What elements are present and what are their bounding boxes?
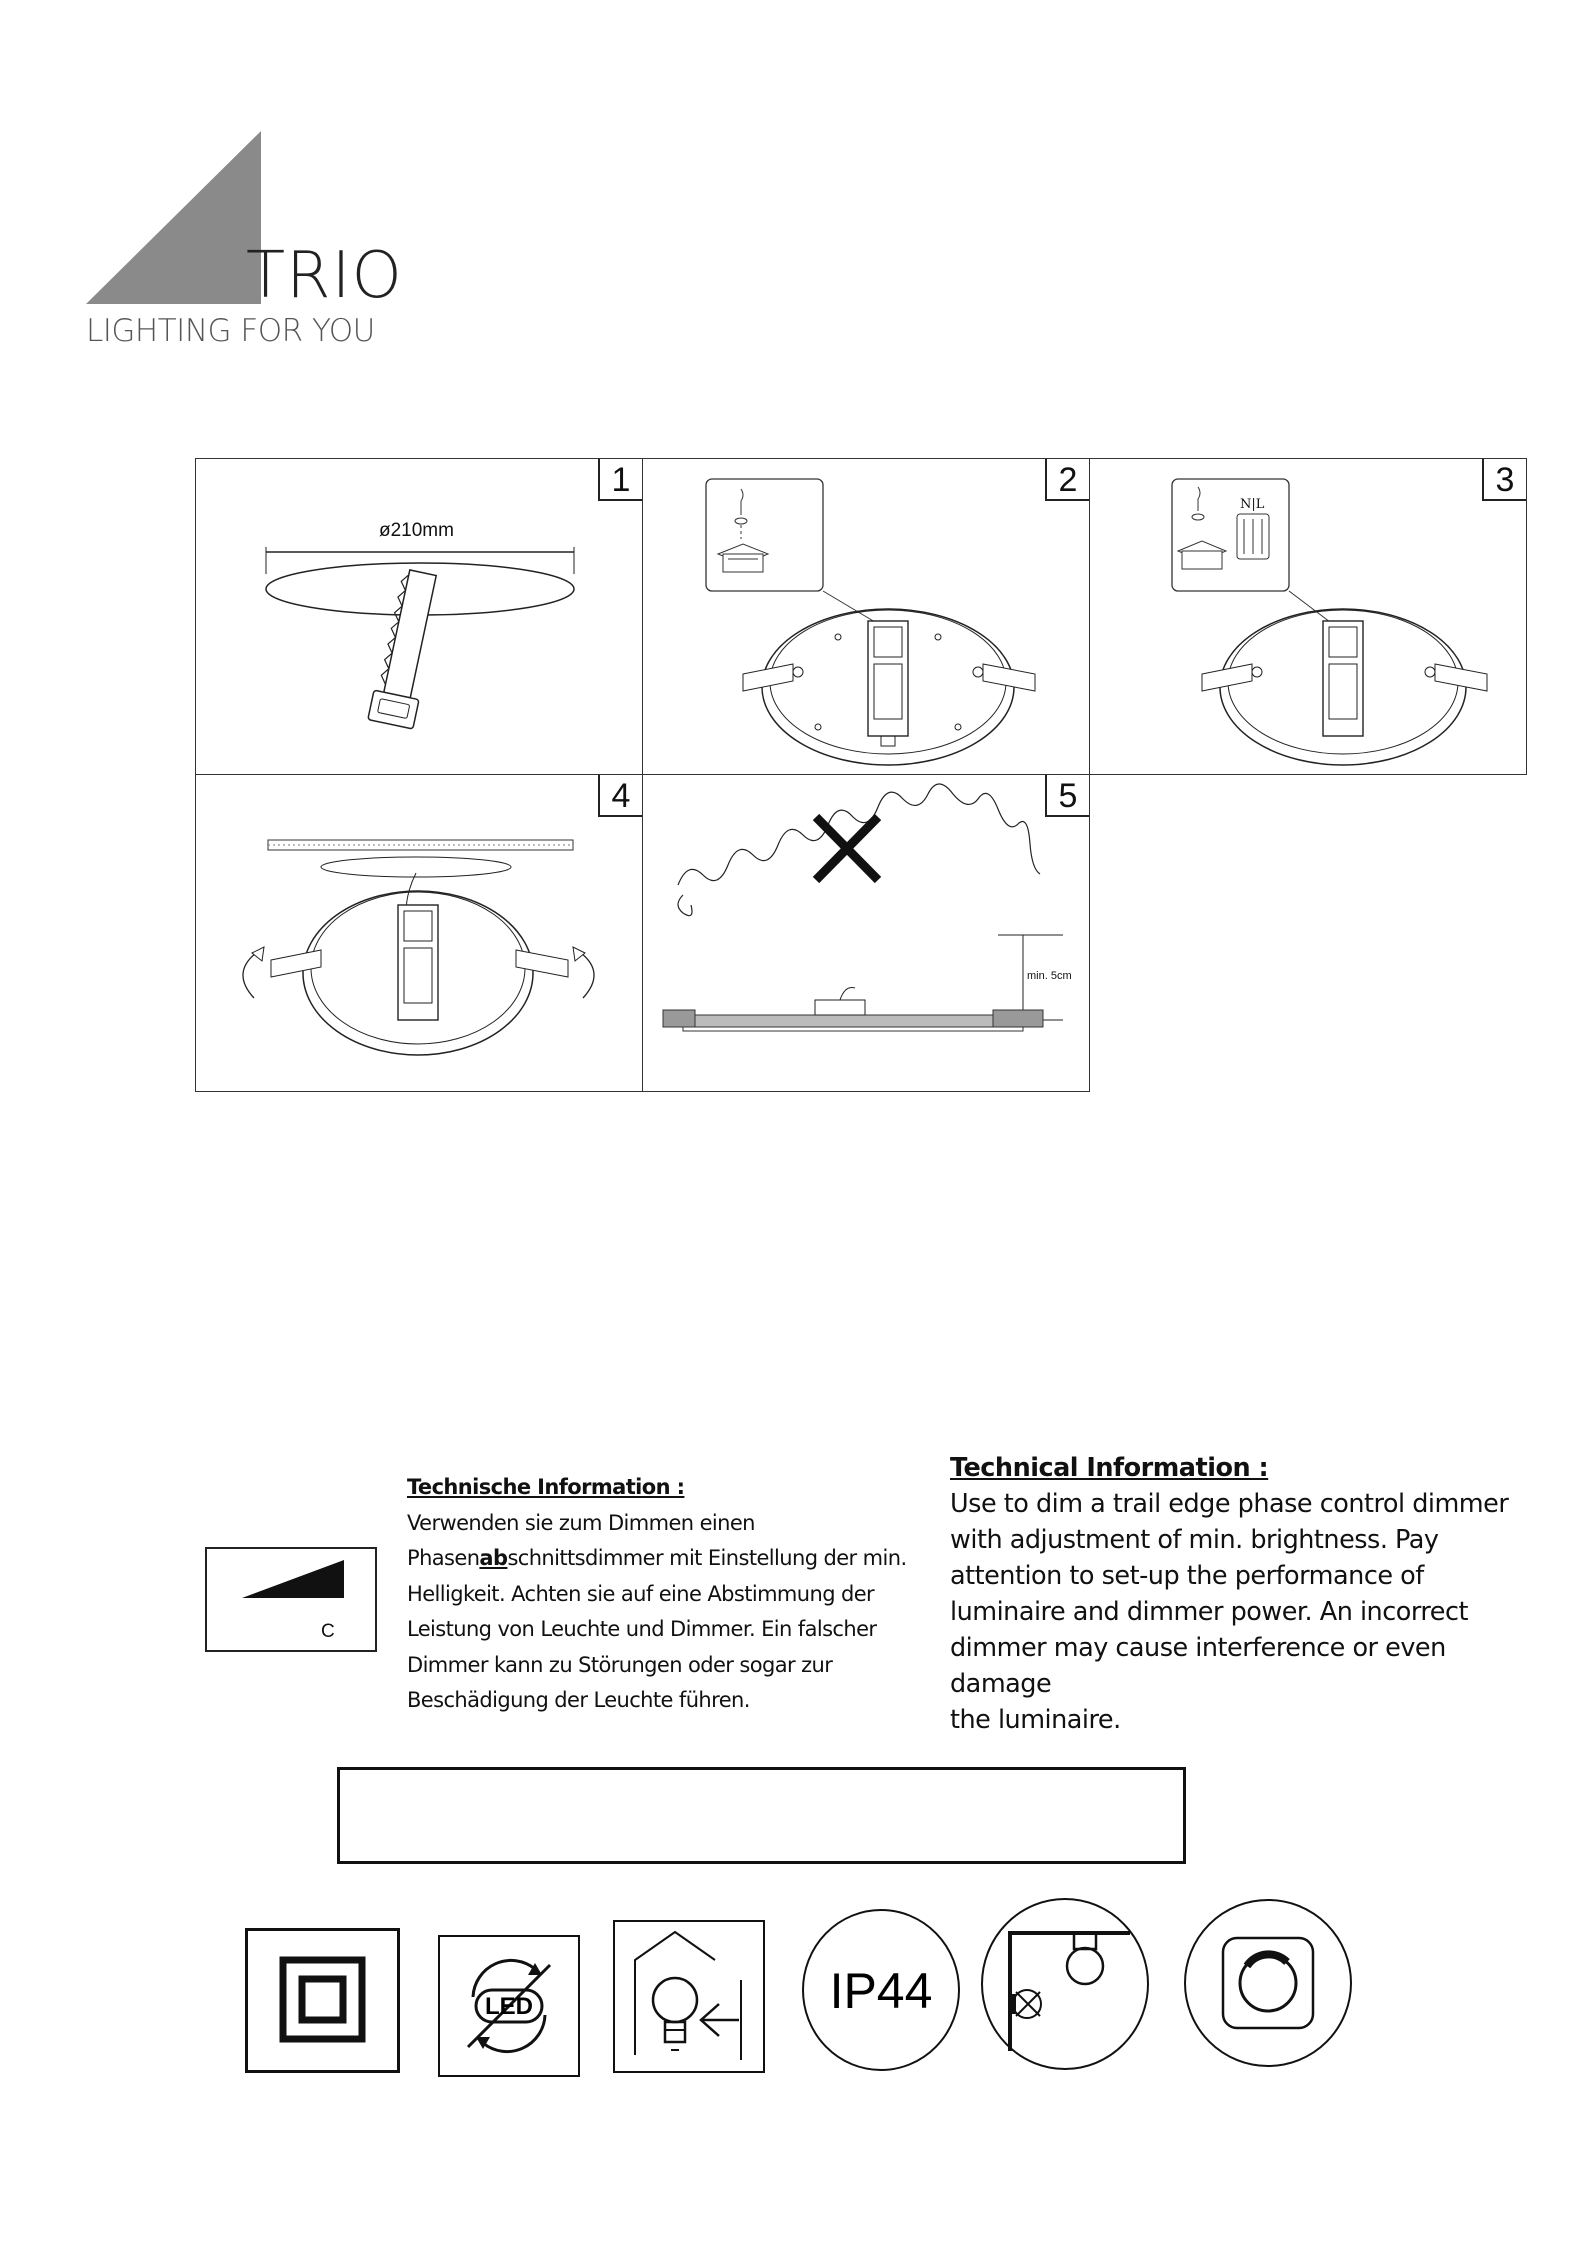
info-line: the luminaire.	[950, 1705, 1121, 1735]
dimmer-type-symbol	[205, 1547, 377, 1652]
info-line: Beschädigung der Leuchte führen.	[407, 1688, 750, 1712]
no-insulation-cover-icon	[980, 1896, 1150, 2071]
led-not-replaceable-icon	[438, 1935, 580, 2077]
cut-hole-diagram	[196, 459, 644, 776]
svg-text:LED: LED	[485, 1993, 533, 2020]
emphasis-ab: ab	[479, 1546, 508, 1570]
ip44-icon	[801, 1908, 961, 2073]
info-title-de: Technische Information :	[407, 1475, 685, 1499]
info-line: Dimmer kann zu Störungen oder sogar zur	[407, 1652, 833, 1677]
step-number: 5	[1045, 775, 1089, 817]
clearance-label: min. 5cm	[1027, 970, 1072, 982]
empty-label-box	[337, 1767, 1186, 1864]
info-line: Verwenden sie zum Dimmen einen	[407, 1510, 755, 1535]
step-number: 4	[598, 775, 642, 817]
logo-brand: TRIO	[246, 239, 403, 313]
diagram-panel-5	[642, 774, 1090, 1092]
dimmer-letter: C	[321, 1621, 335, 1642]
technical-info-english	[950, 1450, 1550, 1738]
step-number: 2	[1045, 459, 1089, 501]
terminal-block-diagram	[1090, 459, 1528, 776]
trailing-edge-dimmer-icon	[207, 1549, 375, 1650]
diagram-panel-1	[195, 458, 643, 775]
hole-diameter-label: ø210mm	[379, 520, 454, 541]
svg-text:IP44: IP44	[829, 1963, 933, 2019]
saw-icon	[368, 568, 445, 729]
info-line: Leistung von Leuchte und Dimmer. Ein falscher	[407, 1617, 877, 1641]
dimmable-icon	[1183, 1898, 1353, 2068]
info-line: Use to dim a trail edge phase control dimmer	[950, 1489, 1509, 1519]
info-line: attention to set-up the performance of	[950, 1561, 1424, 1591]
info-line: Helligkeit. Achten sie auf eine Abstimmung der	[407, 1581, 875, 1606]
indoor-use-icon	[613, 1920, 765, 2073]
insert-light-diagram	[196, 775, 644, 1093]
info-line: luminaire and dimmer power. An incorrect	[950, 1597, 1469, 1627]
terminal-label: N|L	[1240, 497, 1265, 512]
diagram-panel-4	[195, 774, 643, 1092]
insulation-clearance-diagram	[643, 775, 1091, 1093]
info-title-en: Technical Information :	[950, 1453, 1269, 1483]
step-number: 3	[1482, 459, 1526, 501]
trio-logo	[86, 128, 406, 348]
info-line: Phasenabschnittsdimmer mit Einstellung der min.	[407, 1546, 907, 1570]
diagram-panel-3	[1089, 458, 1527, 775]
connect-wires-diagram	[643, 459, 1091, 776]
class-ii-icon	[245, 1928, 400, 2073]
step-number: 1	[598, 459, 642, 501]
logo-tagline: LIGHTING FOR YOU	[86, 313, 375, 349]
info-line: dimmer may cause interference or even damage	[950, 1633, 1446, 1699]
technical-info-german	[407, 1470, 947, 1719]
diagram-panel-2	[642, 458, 1090, 775]
installation-diagrams	[195, 458, 1527, 1092]
info-line: with adjustment of min. brightness. Pay	[950, 1525, 1439, 1555]
